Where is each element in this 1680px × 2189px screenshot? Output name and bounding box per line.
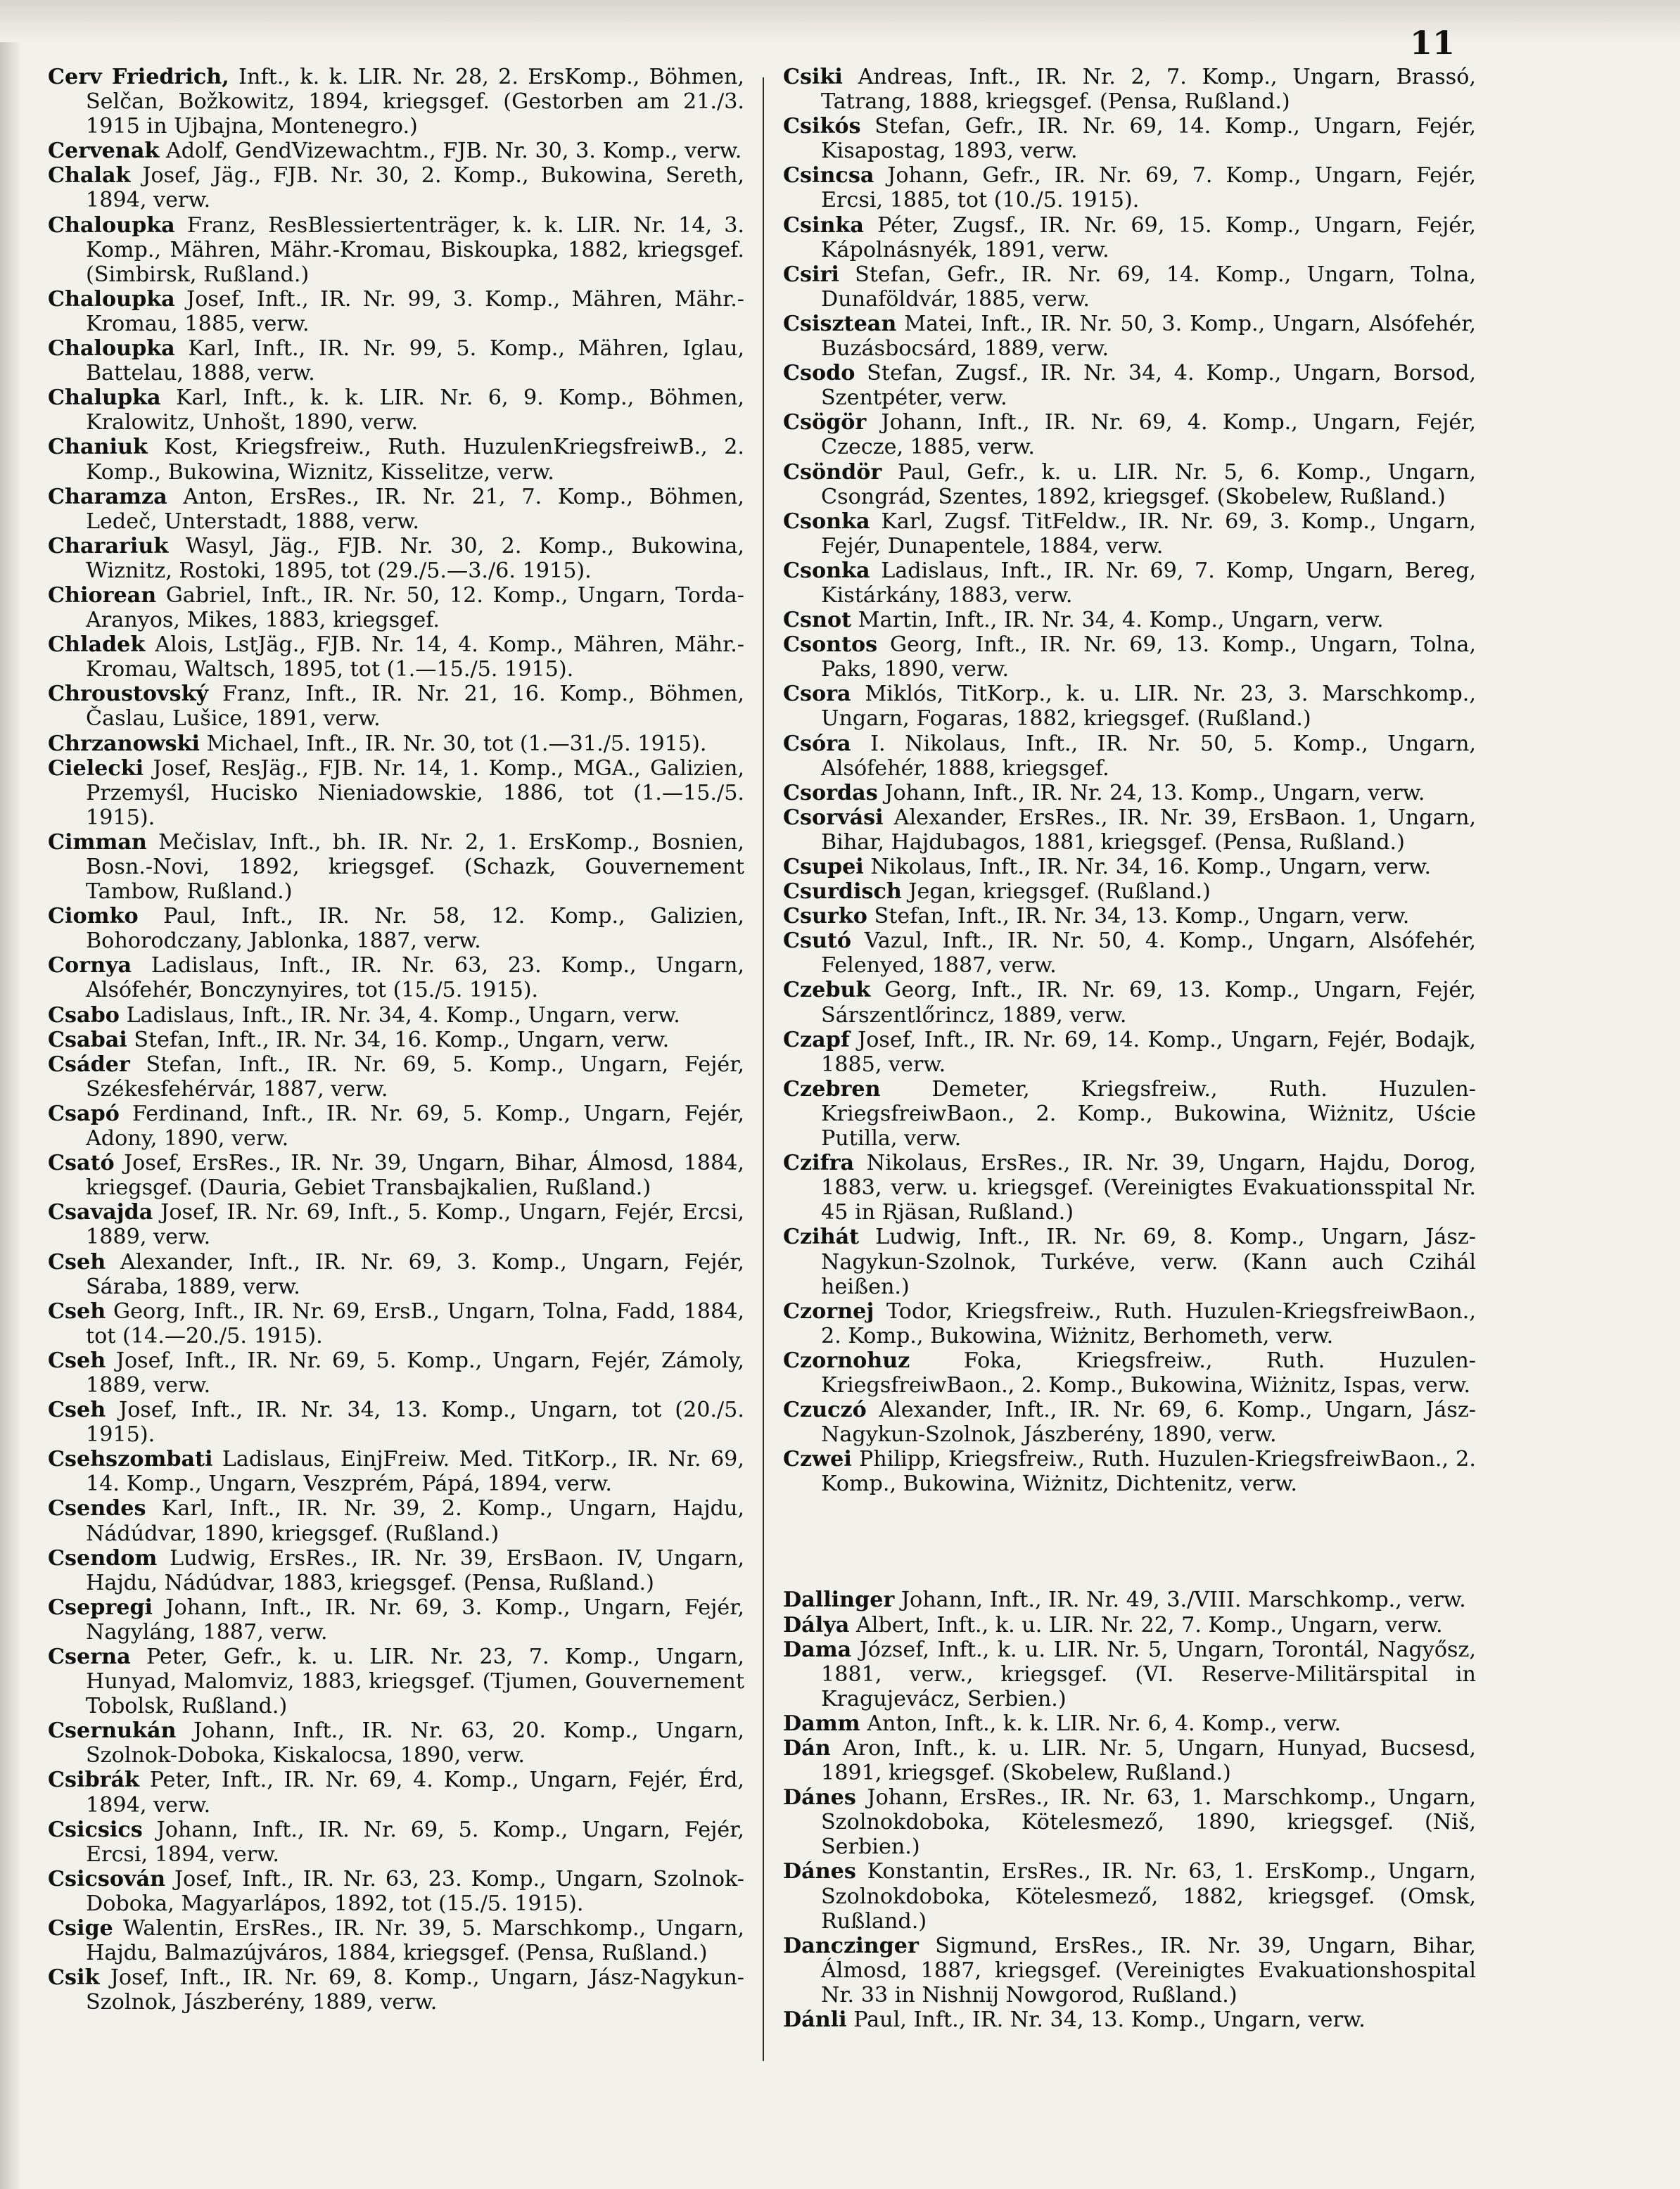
roll-entry <box>783 213 1476 262</box>
roll-entry <box>783 1348 1476 1398</box>
entry-name: Czornohuz <box>783 1348 910 1373</box>
entry-details: Peter, Inft., IR. Nr. 69, 4. Komp., Ungarn, Fejér, Érd, 1894, verw. <box>86 1768 744 1818</box>
entry-name: Cerv Friedrich, <box>48 65 229 89</box>
roll-entry <box>783 1398 1476 1447</box>
entry-details: Sigmund, ErsRes., IR. Nr. 39, Ungarn, Bihar, Álmosd, 1887, kriegsgef. (Vereinigtes Evakuationshospital Nr. 33 in Nishnij Nowgorod, Rußland.) <box>821 1933 1476 2008</box>
roll-entry <box>783 114 1476 163</box>
entry-details: Karl, Inft., k. k. LIR. Nr. 6, 9. Komp., Böhmen, Kralowitz, Unhošt, 1890, verw. <box>86 385 744 435</box>
entry-name: Csikós <box>783 114 861 139</box>
entry-details: Franz, Inft., IR. Nr. 21, 16. Komp., Böhmen, Časlau, Lušice, 1891, verw. <box>86 682 744 732</box>
entry-name: Csavajda <box>48 1200 153 1225</box>
entry-name: Csáder <box>48 1052 130 1077</box>
entry-details: Albert, Inft., k. u. LIR. Nr. 22, 7. Komp., Ungarn, verw. <box>855 1612 1443 1638</box>
entry-details: Stefan, Inft., IR. Nr. 34, 13. Komp., Ungarn, verw. <box>874 904 1410 929</box>
roll-entry <box>783 608 1476 632</box>
entry-details: Paul, Gefr., k. u. LIR. Nr. 5, 6. Komp., Ungarn, Csongrád, Szentes, 1892, kriegsgef. (Skobelew, Rußland.) <box>821 459 1476 509</box>
entry-name: Csisztean <box>783 311 897 336</box>
roll-entry <box>48 1250 744 1299</box>
entry-name: Csordas <box>783 780 878 805</box>
entry-details: Paul, Inft., IR. Nr. 58, 12. Komp., Galizien, Bohorodczany, Jablonka, 1887, verw. <box>86 904 744 954</box>
entry-details: Johann, Inft., IR. Nr. 69, 5. Komp., Ungarn, Fejér, Ercsi, 1894, verw. <box>86 1817 744 1867</box>
entry-name: Csicsován <box>48 1866 166 1891</box>
entry-name: Csurko <box>783 904 867 929</box>
roll-entry <box>48 485 744 534</box>
roll-entry <box>48 1867 744 1916</box>
roll-entry <box>783 978 1476 1027</box>
roll-entry <box>48 1348 744 1398</box>
roll-entry <box>783 1934 1476 2008</box>
entry-name: Charamza <box>48 484 167 509</box>
entry-details: Josef, IR. Nr. 69, Inft., 5. Komp., Ungarn, Fejér, Ercsi, 1889, verw. <box>86 1200 744 1250</box>
entry-details: Stefan, Gefr., IR. Nr. 69, 14. Komp., Ungarn, Fejér, Kisapostag, 1893, verw. <box>821 114 1476 164</box>
roll-entry <box>783 781 1476 805</box>
roll-entry <box>783 262 1476 312</box>
roll-entry <box>48 1595 744 1645</box>
entry-name: Csutó <box>783 928 852 954</box>
roll-entry <box>48 583 744 632</box>
entry-details: Demeter, Kriegsfreiw., Ruth. Huzulen-KriegsfreiwBaon., 2. Komp., Bukowina, Wiżnitz, Uście Putilla, verw. <box>821 1076 1476 1151</box>
entry-details: Inft., k. k. LIR. Nr. 28, 2. ErsKomp., Böhmen, Selčan, Božkowitz, 1894, kriegsgef. (Gestorben am 21./3. 1915 in Ujbajna, Montenegro.) <box>86 65 744 139</box>
entry-details: Martin, Inft., IR. Nr. 34, 4. Komp., Ungarn, verw. <box>858 608 1384 633</box>
roll-entry <box>783 460 1476 509</box>
entry-name: Cielecki <box>48 755 144 781</box>
roll-entry <box>48 1299 744 1348</box>
roll-entry <box>48 336 744 385</box>
entry-name: Chalak <box>48 163 131 189</box>
entry-name: Csora <box>783 682 851 707</box>
entry-name: Danczinger <box>783 1933 919 1958</box>
entry-name: Charariuk <box>48 533 169 559</box>
entry-details: Josef, ErsRes., IR. Nr. 39, Ungarn, Bihar, Álmosd, 1884, kriegsgef. (Dauria, Gebiet Transbajkalien, Rußland.) <box>86 1151 744 1201</box>
entry-details: Jegan, kriegsgef. (Rußland.) <box>908 879 1211 905</box>
roll-entry <box>48 732 744 756</box>
entry-details: Alexander, Inft., IR. Nr. 69, 6. Komp., Ungarn, Jász-Nagykun-Szolnok, Jászberény, 1890, verw. <box>821 1398 1476 1448</box>
roll-entry <box>48 1003 744 1028</box>
entry-name: Csabo <box>48 1002 120 1028</box>
roll-entry <box>48 1447 744 1496</box>
entry-details: Philipp, Kriegsfreiw., Ruth. Huzulen-KriegsfreiwBaon., 2. Komp., Bukowina, Wiżnitz, Dichtenitz, verw. <box>821 1447 1476 1497</box>
right-column <box>783 65 1476 2032</box>
page-number: 11 <box>1409 24 1455 62</box>
roll-entry <box>783 559 1476 608</box>
section-gap <box>783 1496 1476 1588</box>
entry-details: Josef, ResJäg., FJB. Nr. 14, 1. Komp., MGA., Galizien, Przemyśl, Hucisko Nieniadowskie, 1886, tot (1.—15./5. 1915). <box>86 755 744 830</box>
roll-entry <box>783 1736 1476 1785</box>
entry-name: Chaloupka <box>48 212 175 238</box>
entry-name: Csiri <box>783 262 839 287</box>
entry-details: Johann, ErsRes., IR. Nr. 63, 1. Marschkomp., Ungarn, Szolnokdoboka, Kötelesmező, 1890, kriegsgef. (Niš, Serbien.) <box>821 1785 1476 1860</box>
entry-details: Nikolaus, Inft., IR. Nr. 34, 16. Komp., Ungarn, verw. <box>870 855 1432 879</box>
roll-entry <box>783 163 1476 212</box>
entry-details: Josef, Inft., IR. Nr. 69, 14. Komp., Ungarn, Fejér, Bodajk, 1885, verw. <box>821 1027 1476 1077</box>
entry-name: Ciomko <box>48 904 139 929</box>
roll-entry <box>48 1052 744 1102</box>
entry-details: Walentin, ErsRes., IR. Nr. 39, 5. Marschkomp., Ungarn, Hajdu, Balmazújváros, 1884, kriegsgef. (Pensa, Rußland.) <box>86 1916 744 1966</box>
entry-details: Matei, Inft., IR. Nr. 50, 3. Komp., Ungarn, Alsófehér, Buzásbocsárd, 1889, verw. <box>821 311 1476 362</box>
entry-details: Gabriel, Inft., IR. Nr. 50, 12. Komp., Ungarn, Torda-Aranyos, Mikes, 1883, kriegsgef. <box>86 582 744 633</box>
entry-name: Chaloupka <box>48 336 175 362</box>
entry-name: Csendes <box>48 1496 146 1521</box>
entry-name: Dánli <box>783 2008 847 2033</box>
entry-name: Csige <box>48 1916 113 1941</box>
entry-name: Cseh <box>48 1348 106 1373</box>
left-column <box>48 65 744 2015</box>
entry-name: Csik <box>48 1965 100 1991</box>
entry-name: Cserna <box>48 1645 131 1669</box>
entry-details: Peter, Gefr., k. u. LIR. Nr. 23, 7. Komp., Ungarn, Hunyad, Malomviz, 1883, kriegsgef. (Tjumen, Gouvernement Tobolsk, Rußland.) <box>86 1645 744 1719</box>
entry-name: Csincsa <box>783 163 874 189</box>
entry-details: Aron, Inft., k. u. LIR. Nr. 5, Ungarn, Hunyad, Bucsesd, 1891, kriegsgef. (Skobelew, Rußland.) <box>821 1736 1476 1786</box>
entry-details: Johann, Inft., IR. Nr. 49, 3./VIII. Marschkomp., verw. <box>901 1588 1466 1613</box>
entry-name: Chladek <box>48 632 146 658</box>
entry-details: Alexander, ErsRes., IR. Nr. 39, ErsBaon. 1, Ungarn, Bihar, Hajdubagos, 1881, kriegsgef. (Pensa, Rußland.) <box>821 805 1476 855</box>
roll-entry <box>48 632 744 682</box>
entry-name: Czwei <box>783 1447 852 1472</box>
entry-details: Paul, Inft., IR. Nr. 34, 13. Komp., Ungarn, verw. <box>853 2008 1366 2033</box>
entry-details: Georg, Inft., IR. Nr. 69, 13. Komp., Ungarn, Tolna, Paks, 1890, verw. <box>821 632 1476 682</box>
entry-name: Csnot <box>783 608 852 633</box>
entry-details: Ferdinand, Inft., IR. Nr. 69, 5. Komp., Ungarn, Fejér, Adony, 1890, verw. <box>86 1101 744 1151</box>
entry-details: Franz, ResBlessiertenträger, k. k. LIR. Nr. 14, 3. Komp., Mähren, Mähr.-Kromau, Biskoupka, 1882, kriegsgef. (Simbirsk, Rußland.) <box>86 212 744 287</box>
entry-name: Cseh <box>48 1398 106 1423</box>
roll-entry <box>48 1645 744 1718</box>
entry-details: Stefan, Inft., IR. Nr. 69, 5. Komp., Ungarn, Fejér, Székesfehérvár, 1887, verw. <box>86 1052 744 1102</box>
roll-entry <box>783 1588 1476 1612</box>
entry-details: Miklós, TitKorp., k. u. LIR. Nr. 23, 3. Marschkomp., Ungarn, Fogaras, 1882, kriegsgef. (Rußland.) <box>821 682 1476 732</box>
entry-name: Dánes <box>783 1859 856 1884</box>
entry-details: Johann, Inft., IR. Nr. 63, 20. Komp., Ungarn, Szolnok-Doboka, Kiskalocsa, 1890, verw. <box>86 1718 744 1768</box>
roll-entry <box>48 830 744 904</box>
entry-name: Cseh <box>48 1249 106 1275</box>
entry-details: Stefan, Inft., IR. Nr. 34, 16. Komp., Ungarn, verw. <box>134 1027 670 1052</box>
entry-details: Mečislav, Inft., bh. IR. Nr. 2, 1. ErsKomp., Bosnien, Bosn.-Novi, 1892, kriegsgef. (Schazk, Gouvernement Tambow, Rußland.) <box>86 829 744 905</box>
roll-entry <box>48 1398 744 1447</box>
entry-name: Czebuk <box>783 978 871 1003</box>
entry-name: Cervenak <box>48 139 160 164</box>
roll-entry <box>48 287 744 336</box>
entry-details: Johann, Inft., IR. Nr. 69, 3. Komp., Ungarn, Fejér, Nagyláng, 1887, verw. <box>86 1595 744 1645</box>
entry-name: Cimman <box>48 829 147 855</box>
entry-name: Dama <box>783 1637 852 1662</box>
entry-details: Michael, Inft., IR. Nr. 30, tot (1.—31./5. 1915). <box>206 731 707 756</box>
entry-name: Csonka <box>783 558 870 583</box>
entry-details: Ladislaus, EinjFreiw. Med. TitKorp., IR. Nr. 69, 14. Komp., Ungarn, Veszprém, Pápá, 1894, verw. <box>86 1447 744 1497</box>
roll-entry <box>48 953 744 1002</box>
entry-details: Stefan, Zugsf., IR. Nr. 34, 4. Komp., Ungarn, Borsod, Szentpéter, verw. <box>821 361 1476 411</box>
roll-entry <box>783 1711 1476 1736</box>
entry-name: Csernukán <box>48 1718 177 1744</box>
entry-details: Adolf, GendVizewachtm., FJB. Nr. 30, 3. Komp., verw. <box>165 139 742 164</box>
roll-entry <box>783 928 1476 978</box>
entry-name: Chaniuk <box>48 435 148 460</box>
entry-name: Csodo <box>783 361 855 386</box>
entry-details: Todor, Kriegsfreiw., Ruth. Huzulen-KriegsfreiwBaon., 2. Komp., Bukowina, Wiżnitz, Berhometh, verw. <box>821 1298 1476 1348</box>
roll-entry <box>48 1496 744 1545</box>
roll-entry <box>48 1916 744 1965</box>
roll-entry <box>783 1859 1476 1933</box>
roll-entry <box>48 1200 744 1249</box>
roll-entry <box>783 1151 1476 1225</box>
roll-entry <box>48 1546 744 1595</box>
roll-entry <box>783 65 1476 114</box>
entry-name: Csiki <box>783 65 843 89</box>
roll-entry <box>783 904 1476 928</box>
entry-details: Foka, Kriegsfreiw., Ruth. Huzulen-KriegsfreiwBaon., 2. Komp., Bukowina, Wiżnitz, Ispas, verw. <box>821 1348 1476 1398</box>
entry-details: Josef, Inft., IR. Nr. 69, 5. Komp., Ungarn, Fejér, Zámoly, 1889, verw. <box>86 1348 744 1398</box>
roll-entry <box>783 682 1476 731</box>
roll-entry <box>48 139 744 163</box>
entry-name: Csóra <box>783 731 851 756</box>
entry-name: Chiorean <box>48 582 157 608</box>
entry-details: Karl, Inft., IR. Nr. 99, 5. Komp., Mähren, Iglau, Battelau, 1888, verw. <box>86 336 744 386</box>
entry-details: Georg, Inft., IR. Nr. 69, 13. Komp., Ungarn, Fejér, Sárszentlőrincz, 1889, verw. <box>821 978 1476 1028</box>
entry-details: Johann, Gefr., IR. Nr. 69, 7. Komp., Ungarn, Fejér, Ercsi, 1885, tot (10./5. 1915). <box>821 163 1476 213</box>
roll-entry <box>48 213 744 287</box>
roll-entry <box>783 2008 1476 2032</box>
entry-details: Alois, LstJäg., FJB. Nr. 14, 4. Komp., Mähren, Mähr.-Kromau, Waltsch, 1895, tot (1.—15./5. 1915). <box>86 632 744 682</box>
entry-name: Dánes <box>783 1785 856 1811</box>
entry-name: Czebren <box>783 1076 881 1102</box>
entry-details: Josef, Inft., IR. Nr. 34, 13. Komp., Ungarn, tot (20./5. 1915). <box>86 1398 744 1448</box>
roll-entry <box>48 385 744 435</box>
roll-entry <box>783 312 1476 361</box>
entry-name: Czapf <box>783 1027 850 1052</box>
entry-details: Karl, Zugsf. TitFeldw., IR. Nr. 69, 3. Komp., Ungarn, Fejér, Dunapentele, 1884, verw. <box>821 509 1476 559</box>
roll-entry <box>783 361 1476 410</box>
entry-details: I. Nikolaus, Inft., IR. Nr. 50, 5. Komp., Ungarn, Alsófehér, 1888, kriegsgef. <box>821 731 1476 781</box>
entry-name: Czifra <box>783 1151 855 1176</box>
roll-entry <box>48 1028 744 1052</box>
roll-entry <box>783 1077 1476 1151</box>
roll-entry <box>48 435 744 484</box>
entry-name: Csabai <box>48 1027 127 1052</box>
entry-name: Csupei <box>783 855 864 879</box>
roll-entry <box>783 1028 1476 1077</box>
roll-entry <box>783 1447 1476 1496</box>
entry-details: Wasyl, Jäg., FJB. Nr. 30, 2. Komp., Bukowina, Wiznitz, Rostoki, 1895, tot (29./5.—3./6. 1915). <box>86 533 744 583</box>
entry-details: Konstantin, ErsRes., IR. Nr. 63, 1. ErsKomp., Ungarn, Szolnokdoboka, Kötelesmező, 1882, kriegsgef. (Omsk, Rußland.) <box>821 1859 1476 1934</box>
roll-entry <box>48 1151 744 1200</box>
column-divider <box>763 77 764 2061</box>
entry-name: Csurdisch <box>783 879 902 905</box>
entry-name: Csendom <box>48 1545 158 1571</box>
roll-entry <box>48 756 744 830</box>
entry-name: Chalupka <box>48 385 161 411</box>
entry-name: Csató <box>48 1151 115 1176</box>
roll-entry <box>48 1718 744 1768</box>
entry-name: Cseh <box>48 1298 106 1324</box>
roll-entry <box>783 410 1476 459</box>
entry-details: Johann, Inft., IR. Nr. 69, 4. Komp., Ungarn, Fejér, Czecze, 1885, verw. <box>821 410 1476 460</box>
entry-name: Csonka <box>783 509 870 534</box>
entry-name: Chaloupka <box>48 286 175 312</box>
entry-details: József, Inft., k. u. LIR. Nr. 5, Ungarn, Torontál, Nagyősz, 1881, verw., kriegsgef. (VI. Reserve-Militärspital in Kragujevácz, Serbien.) <box>821 1637 1476 1711</box>
entry-name: Csehszombati <box>48 1447 213 1472</box>
entry-details: Josef, Inft., IR. Nr. 63, 23. Komp., Ungarn, Szolnok-Doboka, Magyarlápos, 1892, tot (15./5. 1915). <box>86 1866 744 1916</box>
page-edge-shadow <box>0 0 21 2189</box>
entry-details: Nikolaus, ErsRes., IR. Nr. 39, Ungarn, Hajdu, Dorog, 1883, verw. u. kriegsgef. (Vereinigtes Evakuationsspital Nr. 45 in Rjäsan, Rußland.) <box>821 1151 1476 1225</box>
entry-name: Czihát <box>783 1225 860 1250</box>
entry-name: Dallinger <box>783 1588 895 1613</box>
entry-name: Czornej <box>783 1298 874 1324</box>
entry-name: Chroustovský <box>48 682 209 707</box>
roll-entry <box>783 509 1476 559</box>
roll-entry <box>48 904 744 953</box>
roll-entry <box>48 682 744 731</box>
entry-name: Csapó <box>48 1101 120 1126</box>
entry-details: Ladislaus, Inft., IR. Nr. 63, 23. Komp., Ungarn, Alsófehér, Bonczynyires, tot (15./5. 1915). <box>86 953 744 1003</box>
roll-entry <box>783 1638 1476 1711</box>
entry-name: Cornya <box>48 953 132 978</box>
roll-entry <box>48 163 744 212</box>
roll-entry <box>783 732 1476 781</box>
entry-details: Johann, Inft., IR. Nr. 24, 13. Komp., Ungarn, verw. <box>884 780 1425 805</box>
entry-name: Csögör <box>783 410 867 435</box>
entry-name: Csicsics <box>48 1817 143 1842</box>
entry-name: Csinka <box>783 212 864 238</box>
entry-details: Josef, Inft., IR. Nr. 99, 3. Komp., Mähren, Mähr.-Kromau, 1885, verw. <box>86 286 744 336</box>
entry-name: Csorvási <box>783 805 884 830</box>
entry-name: Csöndör <box>783 459 882 485</box>
roll-entry <box>783 1613 1476 1638</box>
roll-entry <box>48 1818 744 1867</box>
roll-entry <box>48 1102 744 1151</box>
entry-details: Josef, Jäg., FJB. Nr. 30, 2. Komp., Bukowina, Sereth, 1894, verw. <box>86 163 744 213</box>
roll-entry <box>783 805 1476 855</box>
roll-entry <box>783 1785 1476 1859</box>
entry-details: Stefan, Gefr., IR. Nr. 69, 14. Komp., Ungarn, Tolna, Dunaföldvár, 1885, verw. <box>821 262 1476 312</box>
entry-details: Anton, ErsRes., IR. Nr. 21, 7. Komp., Böhmen, Ledeč, Unterstadt, 1888, verw. <box>86 484 744 534</box>
roll-entry <box>48 1965 744 2015</box>
entry-details: Vazul, Inft., IR. Nr. 50, 4. Komp., Ungarn, Alsófehér, Felenyed, 1887, verw. <box>821 928 1476 978</box>
roll-entry <box>783 1225 1476 1298</box>
entry-details: Ludwig, ErsRes., IR. Nr. 39, ErsBaon. IV, Ungarn, Hajdu, Nádúdvar, 1883, kriegsgef. (Pensa, Rußland.) <box>86 1545 744 1595</box>
entry-name: Czuczó <box>783 1398 867 1423</box>
entry-details: Ladislaus, Inft., IR. Nr. 69, 7. Komp, Ungarn, Bereg, Kistárkány, 1883, verw. <box>821 558 1476 608</box>
roll-entry <box>783 632 1476 682</box>
roll-entry <box>48 1768 744 1817</box>
roll-entry <box>48 65 744 139</box>
roll-entry <box>783 1299 1476 1348</box>
entry-name: Csibrák <box>48 1768 139 1793</box>
entry-details: Georg, Inft., IR. Nr. 69, ErsB., Ungarn, Tolna, Fadd, 1884, tot (14.—20./5. 1915). <box>86 1298 744 1348</box>
entry-name: Csontos <box>783 632 878 658</box>
entry-name: Dályа <box>783 1612 850 1638</box>
entry-name: Dán <box>783 1736 831 1761</box>
entry-details: Anton, Inft., k. k. LIR. Nr. 6, 4. Komp., verw. <box>867 1711 1342 1736</box>
entry-details: Ludwig, Inft., IR. Nr. 69, 8. Komp., Ungarn, Jász-Nagykun-Szolnok, Turkéve, verw. (Kann auch Czihál heißen.) <box>821 1225 1476 1299</box>
entry-details: Karl, Inft., IR. Nr. 39, 2. Komp., Ungarn, Hajdu, Nádúdvar, 1890, kriegsgef. (Rußland.) <box>86 1496 744 1546</box>
entry-name: Damm <box>783 1711 860 1736</box>
entry-details: Péter, Zugsf., IR. Nr. 69, 15. Komp., Ungarn, Fejér, Kápolnásnyék, 1891, verw. <box>821 212 1476 262</box>
roll-entry <box>783 855 1476 879</box>
entry-details: Andreas, Inft., IR. Nr. 2, 7. Komp., Ungarn, Brassó, Tatrang, 1888, kriegsgef. (Pensa, Rußland.) <box>821 65 1476 115</box>
roll-entry <box>48 534 744 583</box>
roll-entry <box>783 879 1476 904</box>
entry-details: Alexander, Inft., IR. Nr. 69, 3. Komp., Ungarn, Fejér, Sáraba, 1889, verw. <box>86 1249 744 1299</box>
entry-details: Ladislaus, Inft., IR. Nr. 34, 4. Komp., Ungarn, verw. <box>126 1002 680 1028</box>
entry-details: Josef, Inft., IR. Nr. 69, 8. Komp., Ungarn, Jász-Nagykun-Szolnok, Jászberény, 1889, verw. <box>86 1965 744 2015</box>
entry-name: Csepregi <box>48 1595 153 1620</box>
entry-details: Kost, Kriegsfreiw., Ruth. HuzulenKriegsfreiwB., 2. Komp., Bukowina, Wiznitz, Kisselitze, verw. <box>86 435 744 485</box>
entry-name: Chrzanowski <box>48 731 201 756</box>
